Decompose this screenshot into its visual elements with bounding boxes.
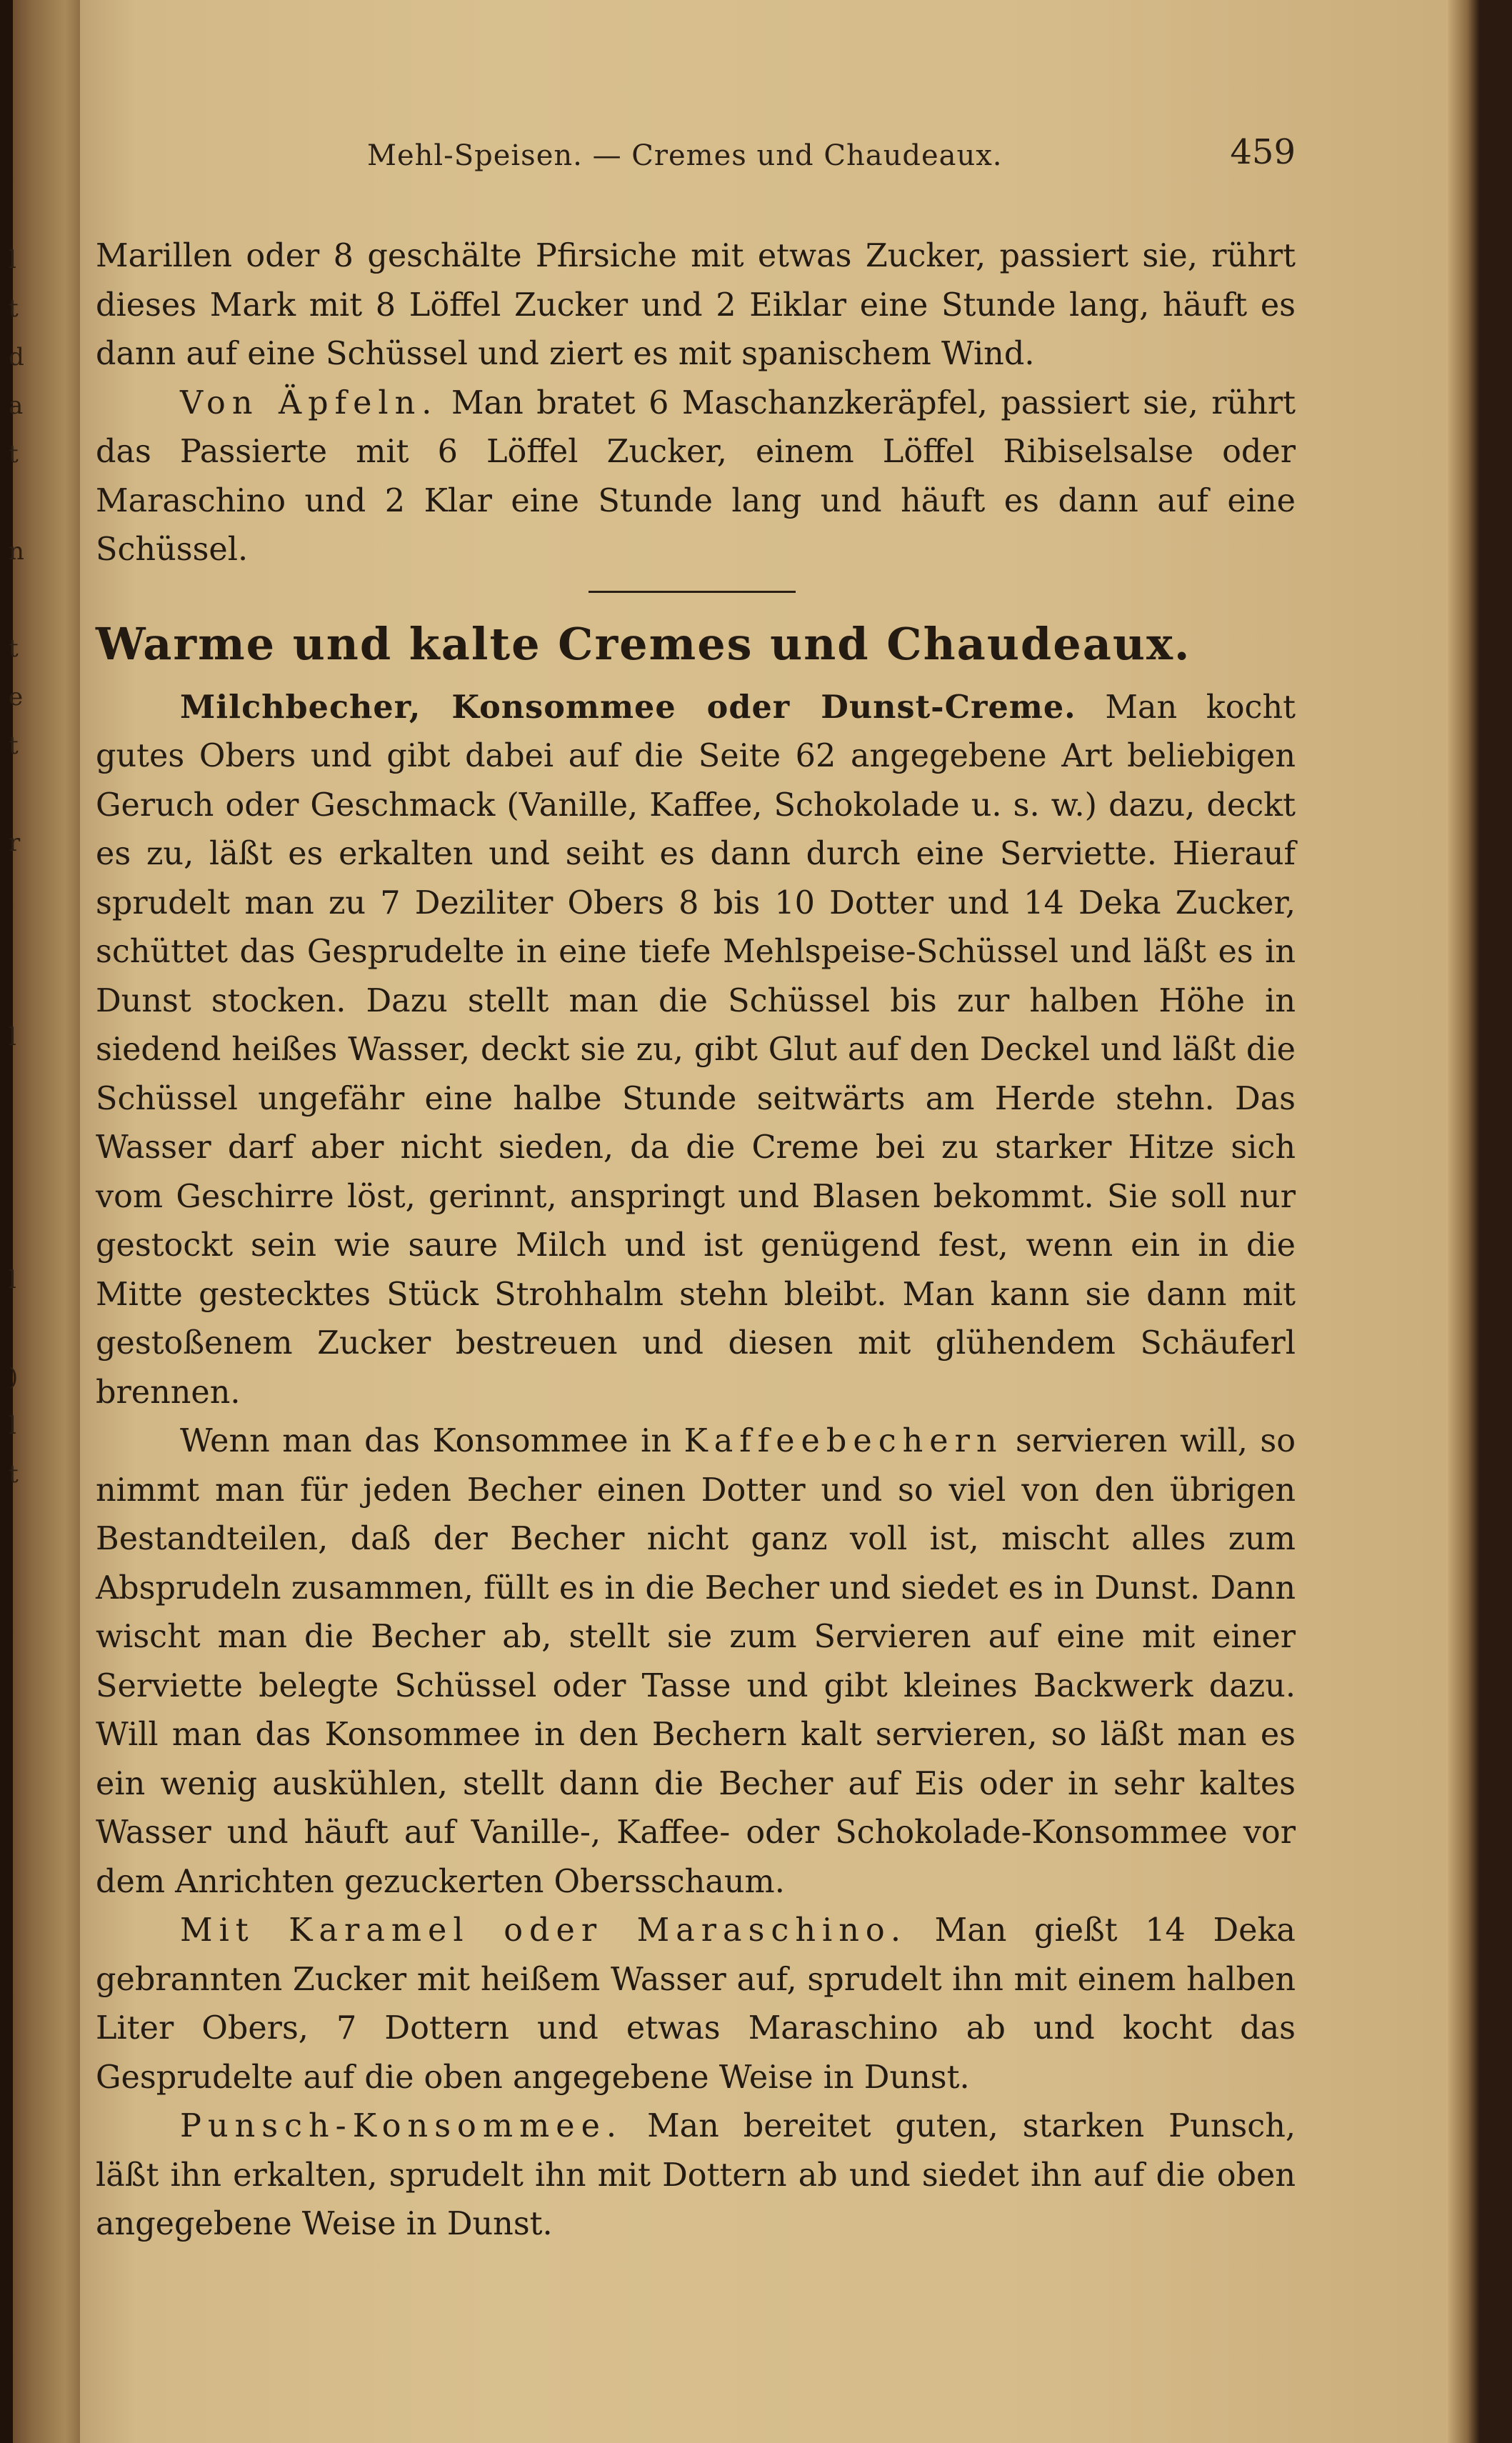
running-head: Mehl-Speisen. — Cremes und Chaudeaux. bbox=[367, 139, 1003, 172]
facing-page-fragment bbox=[9, 916, 37, 964]
paragraph-karamel bbox=[96, 1907, 1296, 2102]
facing-page-fragment: l bbox=[9, 1412, 16, 1440]
facing-page-fragment: ) bbox=[9, 1363, 19, 1392]
paragraph-aepfel bbox=[96, 379, 1296, 575]
page-edge bbox=[1448, 0, 1480, 2443]
section-heading: Warme und kalte Cremes und Chaudeaux. bbox=[96, 617, 1191, 670]
page-number: 459 bbox=[1230, 132, 1296, 172]
facing-page-fragment bbox=[9, 1110, 37, 1159]
recipe-title-karamel: Mit Karamel oder Maraschino. bbox=[180, 1912, 908, 1949]
facing-page-fragment: n bbox=[9, 537, 24, 566]
paragraph-punsch bbox=[96, 2102, 1296, 2249]
facing-page-fragment: r bbox=[9, 829, 21, 857]
paragraph-marillen: Marillen oder 8 geschälte Pfirsiche mit etwas Zucker, passiert sie, rührt dieses Mark mit 8 Löffel Zucker und 2 Eiklar eine Stunde lang, häuft es dann auf eine Schüssel und ziert es mit spanischem Wind. bbox=[96, 238, 1296, 372]
facing-page-fragments bbox=[9, 236, 37, 1499]
section-divider bbox=[589, 591, 796, 593]
facing-page-fragment bbox=[9, 770, 37, 819]
facing-page-fragment: a bbox=[9, 391, 24, 420]
facing-page-fragment: t bbox=[9, 294, 19, 323]
facing-page-fragment: d bbox=[9, 343, 24, 371]
text-kaffeebecher-before: Wenn man das Konsommee in bbox=[180, 1423, 672, 1459]
page-header bbox=[96, 132, 1296, 189]
facing-page-fragment bbox=[9, 867, 37, 916]
recipe-text-punsch: Man bereitet guten, starken Punsch, läßt ihn erkalten, sprudelt ihn mit Dottern ab und siedet ihn auf die oben angegebene Weise in Dunst. bbox=[96, 2108, 1296, 2242]
facing-page-fragment bbox=[9, 1159, 37, 1207]
facing-page-fragment bbox=[9, 576, 37, 624]
recipe-title-milchbecher: Milchbecher, Konsommee oder Dunst-Creme. bbox=[180, 688, 1076, 726]
facing-page-fragment: t bbox=[9, 634, 19, 663]
recipe-title-aepfel: Von Äpfeln. bbox=[180, 384, 439, 421]
recipe-text-karamel: Man gießt 14 Deka gebrannten Zucker mit heißem Wasser auf, sprudelt ihn mit einem halben Liter Obers, 7 Dottern und etwas Maraschino ab und kocht das Gesprudelte auf die oben angegebene Weise in Dunst. bbox=[96, 1912, 1296, 2096]
facing-page-fragment: t bbox=[9, 440, 19, 469]
facing-page-fragment: e bbox=[9, 683, 24, 711]
book-page bbox=[80, 0, 1480, 2443]
facing-page-fragment: t bbox=[9, 1460, 19, 1489]
paragraph-kaffeebecher bbox=[96, 1417, 1296, 1907]
facing-page-fragment bbox=[9, 964, 37, 1013]
facing-page-fragment: l bbox=[9, 1266, 16, 1294]
facing-page-fragment: t bbox=[9, 731, 19, 760]
paragraph-milchbecher bbox=[96, 683, 1296, 1418]
recipe-title-punsch: Punsch-Konsommee. bbox=[180, 2108, 624, 2144]
emphasis-kaffeebechern: Kaffeebechern bbox=[684, 1423, 1003, 1459]
facing-page-fragment bbox=[9, 1207, 37, 1256]
facing-page-fragment bbox=[9, 479, 37, 527]
facing-page-fragment bbox=[9, 1304, 37, 1353]
facing-page-fragment: l bbox=[9, 246, 16, 274]
text-kaffeebecher-after: servieren will, so nimmt man für jeden Becher einen Dotter und so viel von den übrigen Bestandteilen, daß der Becher nicht ganz voll ist, mischt alles zum Absprudeln zusammen, füllt es in die Becher und siedet es in Dunst. Dann wischt man die Becher ab, stellt sie zum Servieren auf eine mit einer Serviette belegte Schüssel oder Tasse und gibt kleines Backwerk dazu. Will man das Konsommee in den Bechern kalt servieren, so läßt man es ein wenig auskühlen, stellt dann die Becher auf Eis oder in sehr kaltes Wasser und häuft auf Vanille-, Kaffee- oder Schokolade-Konsommee vor dem Anrichten gezuckerten Obersschaum. bbox=[96, 1423, 1296, 1900]
facing-page-fragment: l bbox=[9, 1023, 16, 1051]
facing-page-fragment bbox=[9, 1061, 37, 1110]
recipe-text-milchbecher: Man kocht gutes Obers und gibt dabei auf die Seite 62 angegebene Art beliebigen Geruch oder Geschmack (Vanille, Kaffee, Schokolade u. s. w.) dazu, deckt es zu, läßt es erkalten und seiht es dann durch eine Serviette. Hierauf sprudelt man zu 7 Deziliter Obers 8 bis 10 Dotter und 14 Deka Zucker, schüttet das Gesprudelte in eine tiefe Mehlspeise-Schüssel und läßt es in Dunst stocken. Dazu stellt man die Schüssel bis zur halben Höhe in siedend heißes Wasser, deckt sie zu, gibt Glut auf den Deckel und läßt die Schüssel ungefähr eine halbe Stunde seitwärts am Herde stehn. Das Wasser darf aber nicht sieden, da die Creme bei zu starker Hitze sich vom Geschirre löst, gerinnt, anspringt und Blasen bekommt. Sie soll nur gestockt sein wie saure Milch und ist genügend fest, wenn ein in die Mitte gestecktes Stück Strohhalm stehn bleibt. Man kann sie dann mit gestoßenem Zucker bestreuen und diesen mit glühendem Schäuferl brennen. bbox=[96, 689, 1296, 1411]
page-body bbox=[96, 232, 1296, 2249]
recipe-text-aepfel: Man bratet 6 Maschanzkeräpfel, passiert sie, rührt das Passierte mit 6 Löffel Zucker, einem Löffel Ribiselsalse oder Maraschino und 2 Klar eine Stunde lang und häuft es dann auf eine Schüssel. bbox=[96, 384, 1296, 568]
